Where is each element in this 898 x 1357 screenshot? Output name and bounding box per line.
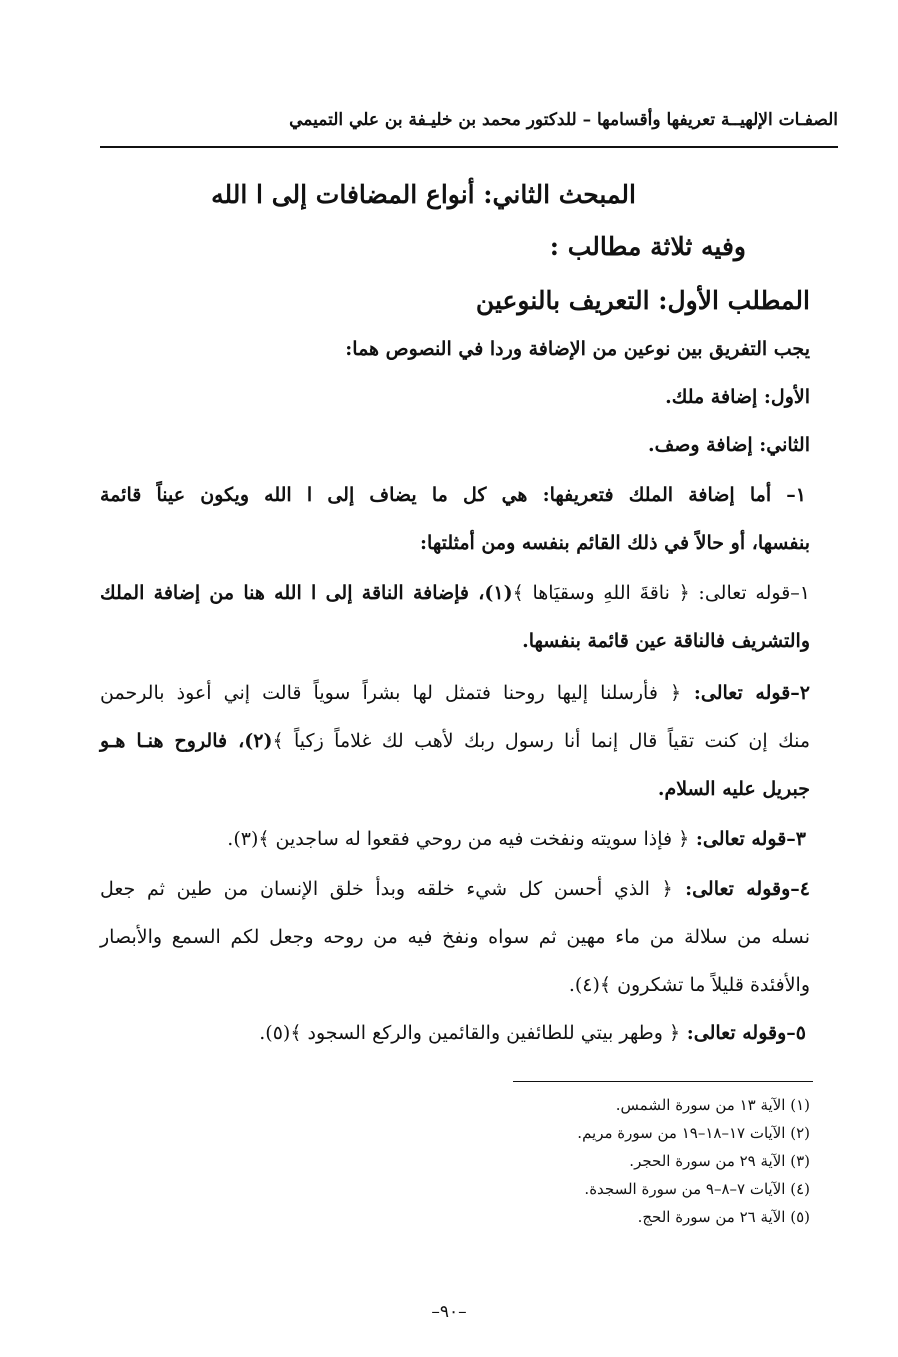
example-2-line-2 <box>100 730 810 752</box>
type-two: الثاني: إضافة وصف. <box>647 434 810 456</box>
example-5 <box>259 1022 806 1044</box>
example-4-label: ٤–وقوله تعالى: <box>685 878 810 900</box>
footnote-1: (١) الآية ١٣ من سورة الشمس. <box>615 1096 810 1114</box>
example-4-line-1 <box>100 878 810 900</box>
example-2-commentary: (٢)، فالروح هنـا هـو <box>100 730 273 752</box>
example-4-line-3: والأفئدة قليلاً ما تشكرون ﴾(٤). <box>568 974 810 996</box>
example-1-commentary: (١)، فإضافة الناقة إلى ا الله هنا من إضافة الملك <box>100 582 513 604</box>
running-header: الصفـات الإلهيــة تعريفها وأقسامها – للدكتور محمد بن خليـفة بن علي التميمي <box>289 110 838 130</box>
page-number: –٩٠– <box>431 1302 467 1322</box>
subsection-title: المطلب الأول: التعريف بالنوعين <box>475 286 810 315</box>
example-3 <box>227 828 806 850</box>
example-5-verse: ﴿ وطهر بيتي للطائفين والقائمين والركع السجود ﴾(٥). <box>259 1022 681 1044</box>
example-2-verse-b: منك إن كنت تقياً قال إنما أنا رسول ربك لأهب لك غلاماً زكياً ﴾ <box>272 730 811 752</box>
footnote-2: (٢) الآيات ١٧–١٨–١٩ من سورة مريم. <box>577 1124 810 1142</box>
example-1-verse: ١–قوله تعالى: ﴿ ناقةَ اللهِ وسقيَاها ﴾ <box>512 582 811 604</box>
footnote-divider <box>513 1081 813 1082</box>
type-one: الأول: إضافة ملك. <box>665 386 810 408</box>
example-2-line-3: جبريل عليه السلام. <box>657 778 810 800</box>
definition-line-2: بنفسها، أو حالاً في ذلك القائم بنفسه ومن أمثلتها: <box>420 532 810 554</box>
footnote-4: (٤) الآيات ٧–٨–٩ من سورة السجدة. <box>584 1180 810 1198</box>
example-3-verse: ﴿ فإذا سويته ونفخت فيه من روحي فقعوا له ساجدين ﴾(٣). <box>227 828 690 850</box>
footnote-5: (٥) الآية ٢٦ من سورة الحج. <box>637 1208 810 1226</box>
example-4-verse-a: ﴿ الذي أحسن كل شيء خلقه وبدأ خلق الإنسان من طين ثم جعل <box>100 878 673 900</box>
example-2-verse-a: ﴿ فأرسلنا إليها روحنا فتمثل لها بشراً سوياً قالت إني أعوذ بالرحمن <box>100 682 682 704</box>
example-3-label: ٣–قوله تعالى: <box>695 828 806 850</box>
example-1-line-2: والتشريف فالناقة عين قائمة بنفسها. <box>522 630 810 652</box>
example-4-line-2: نسله من سلالة من ماء مهين ثم سواه ونفخ فيه من روحه وجعل لكم السمع والأبصار <box>100 926 810 948</box>
footnote-3: (٣) الآية ٢٩ من سورة الحجر. <box>629 1152 810 1170</box>
example-2-line-1 <box>100 682 810 704</box>
header-divider <box>100 146 838 148</box>
section-subtitle: وفيه ثلاثة مطالب : <box>549 232 746 261</box>
section-title: المبحث الثاني: أنواع المضافات إلى ا الله <box>211 180 636 209</box>
example-2-label: ٢–قوله تعالى: <box>693 682 810 704</box>
example-5-label: ٥–وقوله تعالى: <box>686 1022 806 1044</box>
definition-line-1: ١– أما إضافة الملك فتعريفها: هي كل ما يضاف إلى ا الله ويكون عيناً قائمة <box>100 484 806 506</box>
intro-paragraph: يجب التفريق بين نوعين من الإضافة وردا في النصوص هما: <box>345 338 810 360</box>
example-1-line-1 <box>100 582 810 604</box>
